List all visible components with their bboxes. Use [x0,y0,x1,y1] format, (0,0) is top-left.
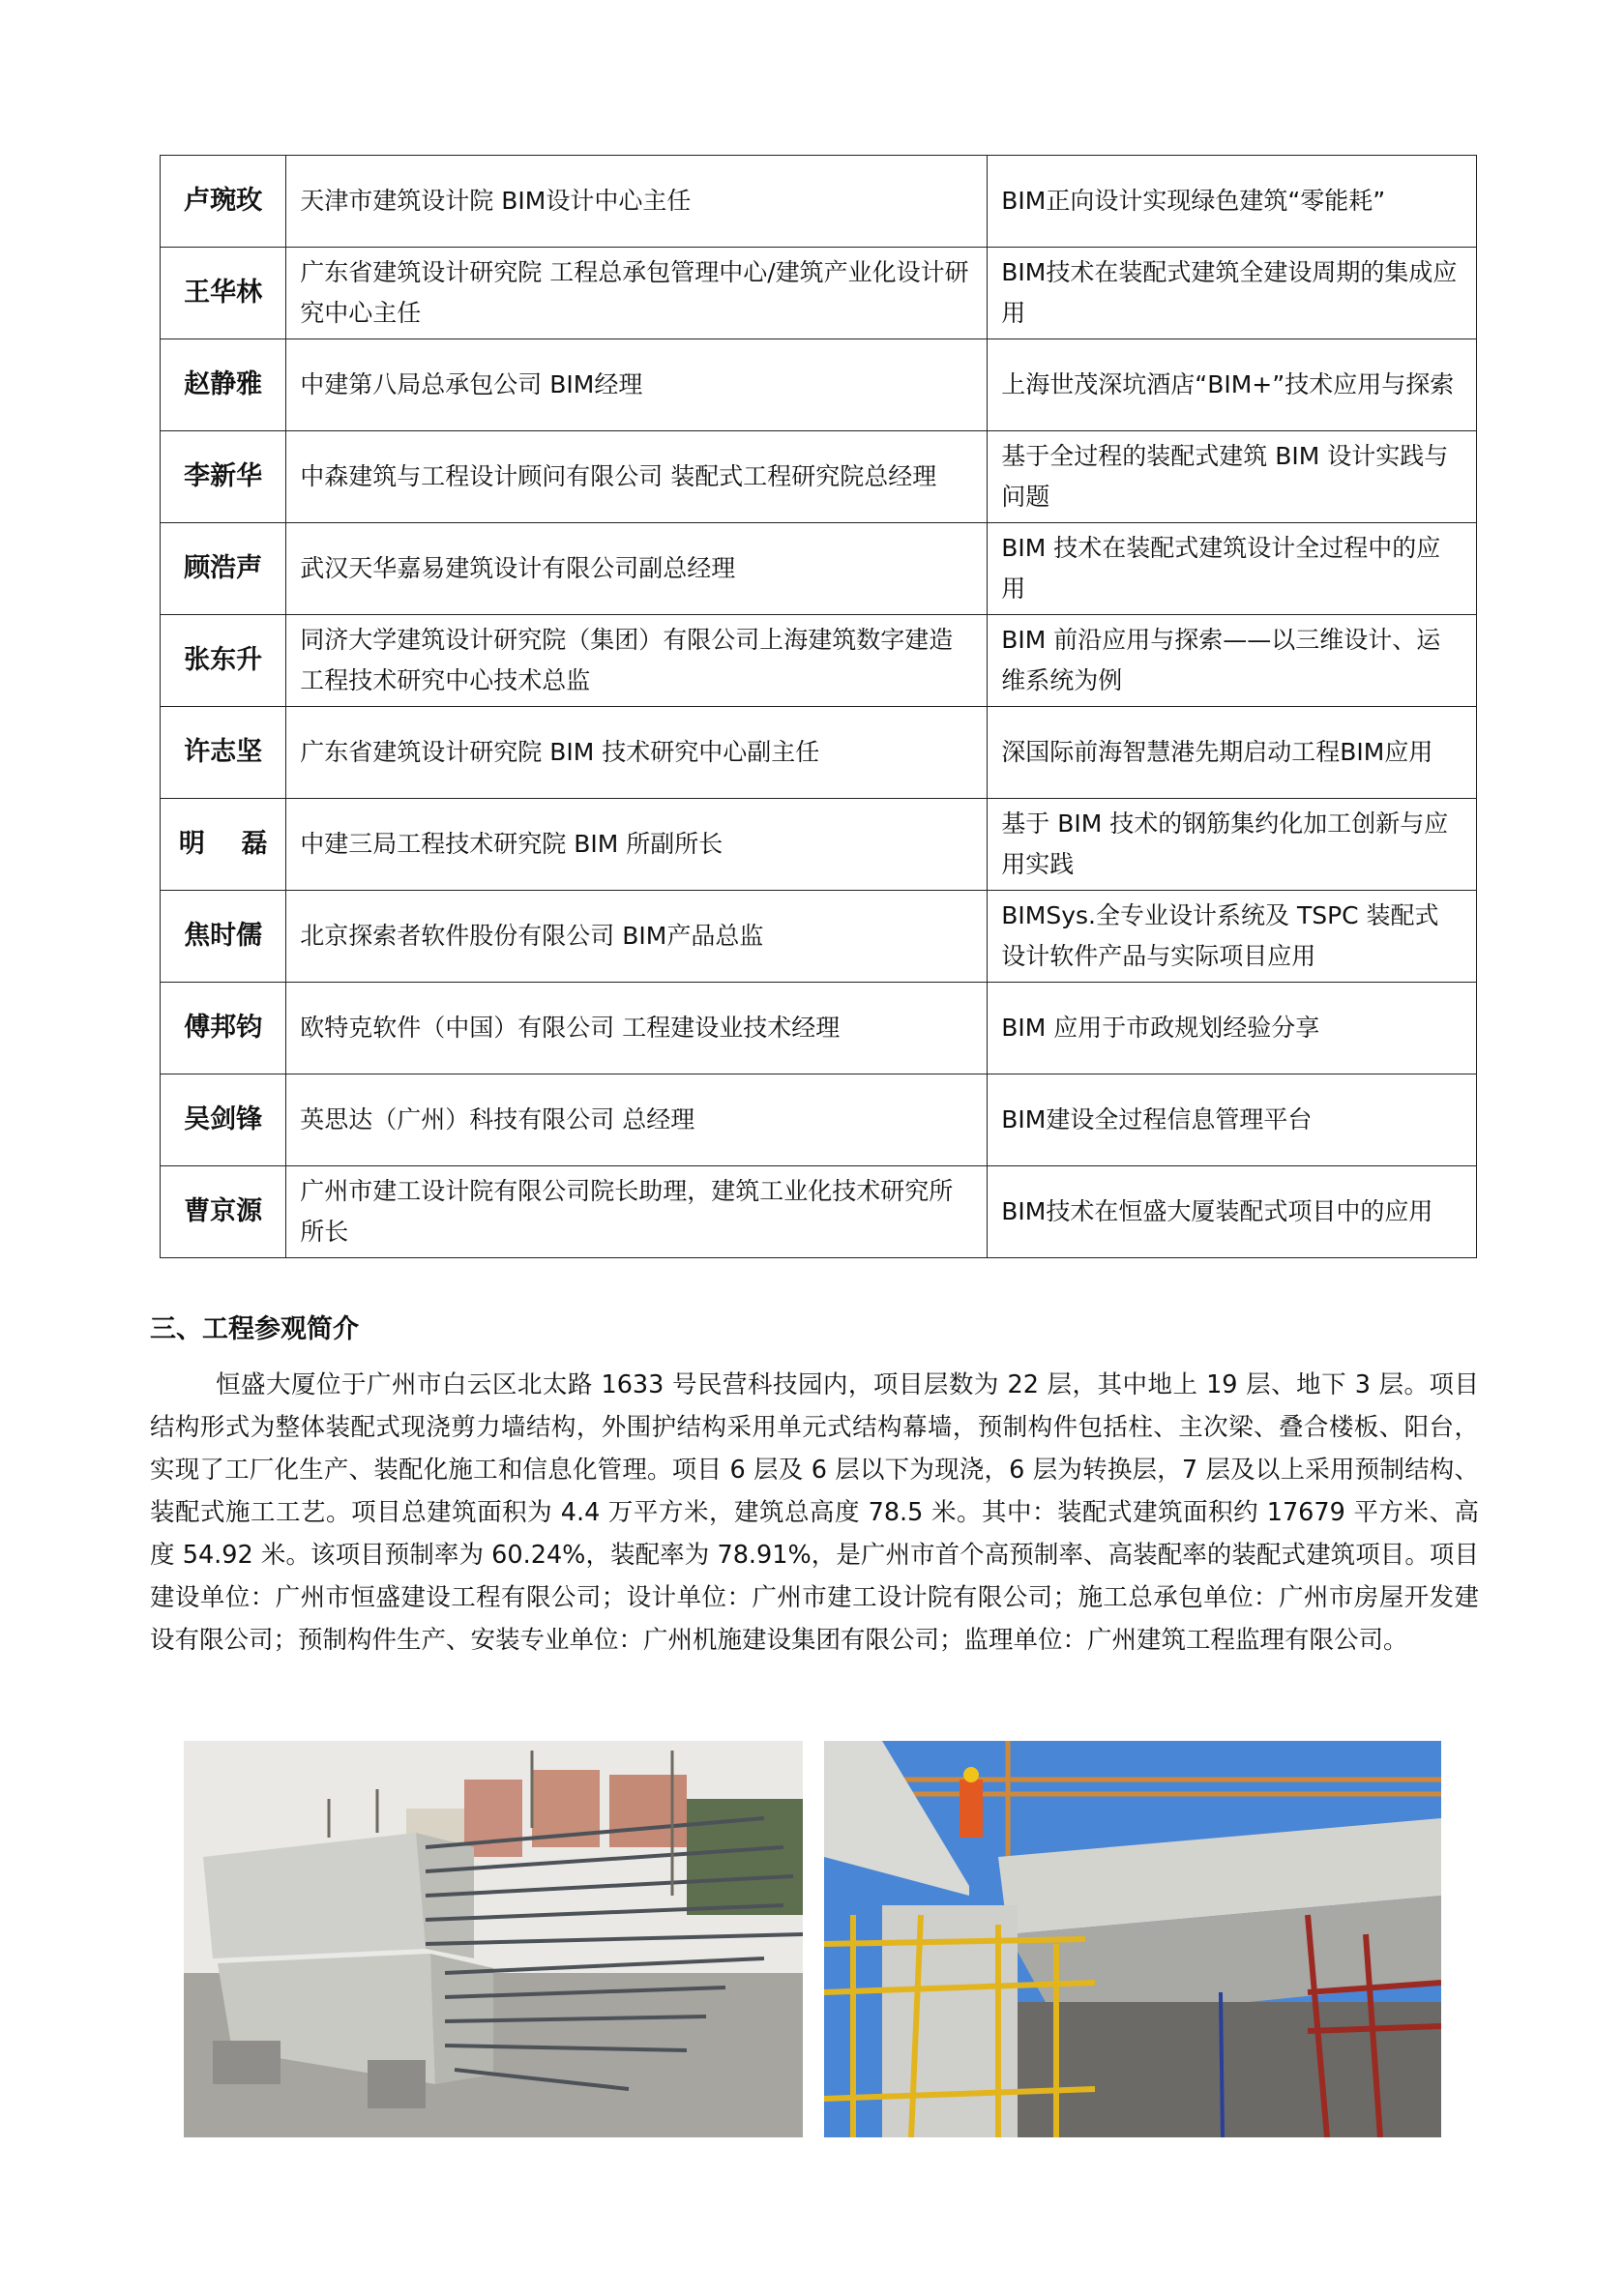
speaker-topic: 上海世茂深坑酒店“BIM+”技术应用与探索 [988,339,1477,431]
speaker-topic: 基于全过程的装配式建筑 BIM 设计实践与问题 [988,431,1477,523]
precast-beams-photo [184,1741,803,2137]
table-row [161,1166,1477,1258]
speaker-name: 卢琬玫 [161,156,286,248]
table-row [161,891,1477,983]
construction-site-illustration [824,1741,1441,2137]
construction-site-photo [824,1741,1441,2137]
speaker-name: 许志坚 [161,707,286,799]
speaker-name: 曹京源 [161,1166,286,1258]
speaker-name: 焦时儒 [161,891,286,983]
speaker-organization: 中建第八局总承包公司 BIM经理 [286,339,988,431]
speaker-topic: BIM正向设计实现绿色建筑“零能耗” [988,156,1477,248]
speaker-table [160,155,1477,1258]
table-row [161,431,1477,523]
table-row [161,156,1477,248]
speaker-topic: BIM建设全过程信息管理平台 [988,1074,1477,1166]
table-row [161,1074,1477,1166]
speaker-organization: 北京探索者软件股份有限公司 BIM产品总监 [286,891,988,983]
section-heading: 三、工程参观简介 [150,1314,359,1344]
precast-beams-illustration [184,1741,803,2137]
speaker-name: 顾浩声 [161,523,286,615]
speaker-organization: 武汉天华嘉易建筑设计有限公司副总经理 [286,523,988,615]
speaker-name: 明 磊 [161,799,286,891]
speaker-topic: 深国际前海智慧港先期启动工程BIM应用 [988,707,1477,799]
speaker-name: 傅邦钧 [161,983,286,1074]
table-row [161,248,1477,339]
speaker-name: 张东升 [161,615,286,707]
speaker-name: 王华林 [161,248,286,339]
table-row [161,799,1477,891]
speaker-topic: BIM 前沿应用与探索——以三维设计、运维系统为例 [988,615,1477,707]
speaker-organization: 天津市建筑设计院 BIM设计中心主任 [286,156,988,248]
speaker-name: 李新华 [161,431,286,523]
speaker-organization: 英思达（广州）科技有限公司 总经理 [286,1074,988,1166]
table-row [161,615,1477,707]
table-row [161,523,1477,615]
speaker-topic: 基于 BIM 技术的钢筋集约化加工创新与应用实践 [988,799,1477,891]
project-intro-paragraph: 恒盛大厦位于广州市白云区北太路 1633 号民营科技园内，项目层数为 22 层，其中地上 19 层、地下 3 层。项目结构形式为整体装配式现浇剪力墙结构，外围护结构采用单元式结构幕墙，预制构件包括柱、主次梁、叠合楼板、阳台，实现了工厂化生产、装配化施工和信息化管理。项目 6 层及 6 层以下为现浇，6 层为转换层，7 层及以上采用预制结构、装配式施工工艺。项目总建筑面积为 4.4 万平方米，建筑总高度 78.5 米。其中：装配式建筑面积约 17679 平方米、高度 54.92 米。该项目预制率为 60.24%，装配率为 78.91%，是广州市首个高预制率、高装配率的装配式建筑项目。项目建设单位：广州市恒盛建设工程有限公司；设计单位：广州市建工设计院有限公司；施工总承包单位：广州市房屋开发建设有限公司；预制构件生产、安装专业单位：广州机施建设集团有限公司；监理单位：广州建筑工程监理有限公司。 [150,1370,1479,1655]
speaker-topic: BIM 技术在装配式建筑设计全过程中的应用 [988,523,1477,615]
speaker-organization: 中建三局工程技术研究院 BIM 所副所长 [286,799,988,891]
speaker-organization: 欧特克软件（中国）有限公司 工程建设业技术经理 [286,983,988,1074]
speaker-topic: BIM 应用于市政规划经验分享 [988,983,1477,1074]
speaker-organization: 广州市建工设计院有限公司院长助理，建筑工业化技术研究所所长 [286,1166,988,1258]
speaker-topic: BIMSys.全专业设计系统及 TSPC 装配式设计软件产品与实际项目应用 [988,891,1477,983]
speaker-organization: 广东省建筑设计研究院 工程总承包管理中心/建筑产业化设计研究中心主任 [286,248,988,339]
table-row [161,339,1477,431]
speaker-name: 吴剑锋 [161,1074,286,1166]
speaker-organization: 同济大学建筑设计研究院（集团）有限公司上海建筑数字建造工程技术研究中心技术总监 [286,615,988,707]
table-row [161,707,1477,799]
worker [960,1780,983,1838]
speaker-name: 赵静雅 [161,339,286,431]
speaker-organization: 广东省建筑设计研究院 BIM 技术研究中心副主任 [286,707,988,799]
speaker-topic: BIM技术在装配式建筑全建设周期的集成应用 [988,248,1477,339]
speaker-organization: 中森建筑与工程设计顾问有限公司 装配式工程研究院总经理 [286,431,988,523]
table-row [161,983,1477,1074]
speaker-topic: BIM技术在恒盛大厦装配式项目中的应用 [988,1166,1477,1258]
